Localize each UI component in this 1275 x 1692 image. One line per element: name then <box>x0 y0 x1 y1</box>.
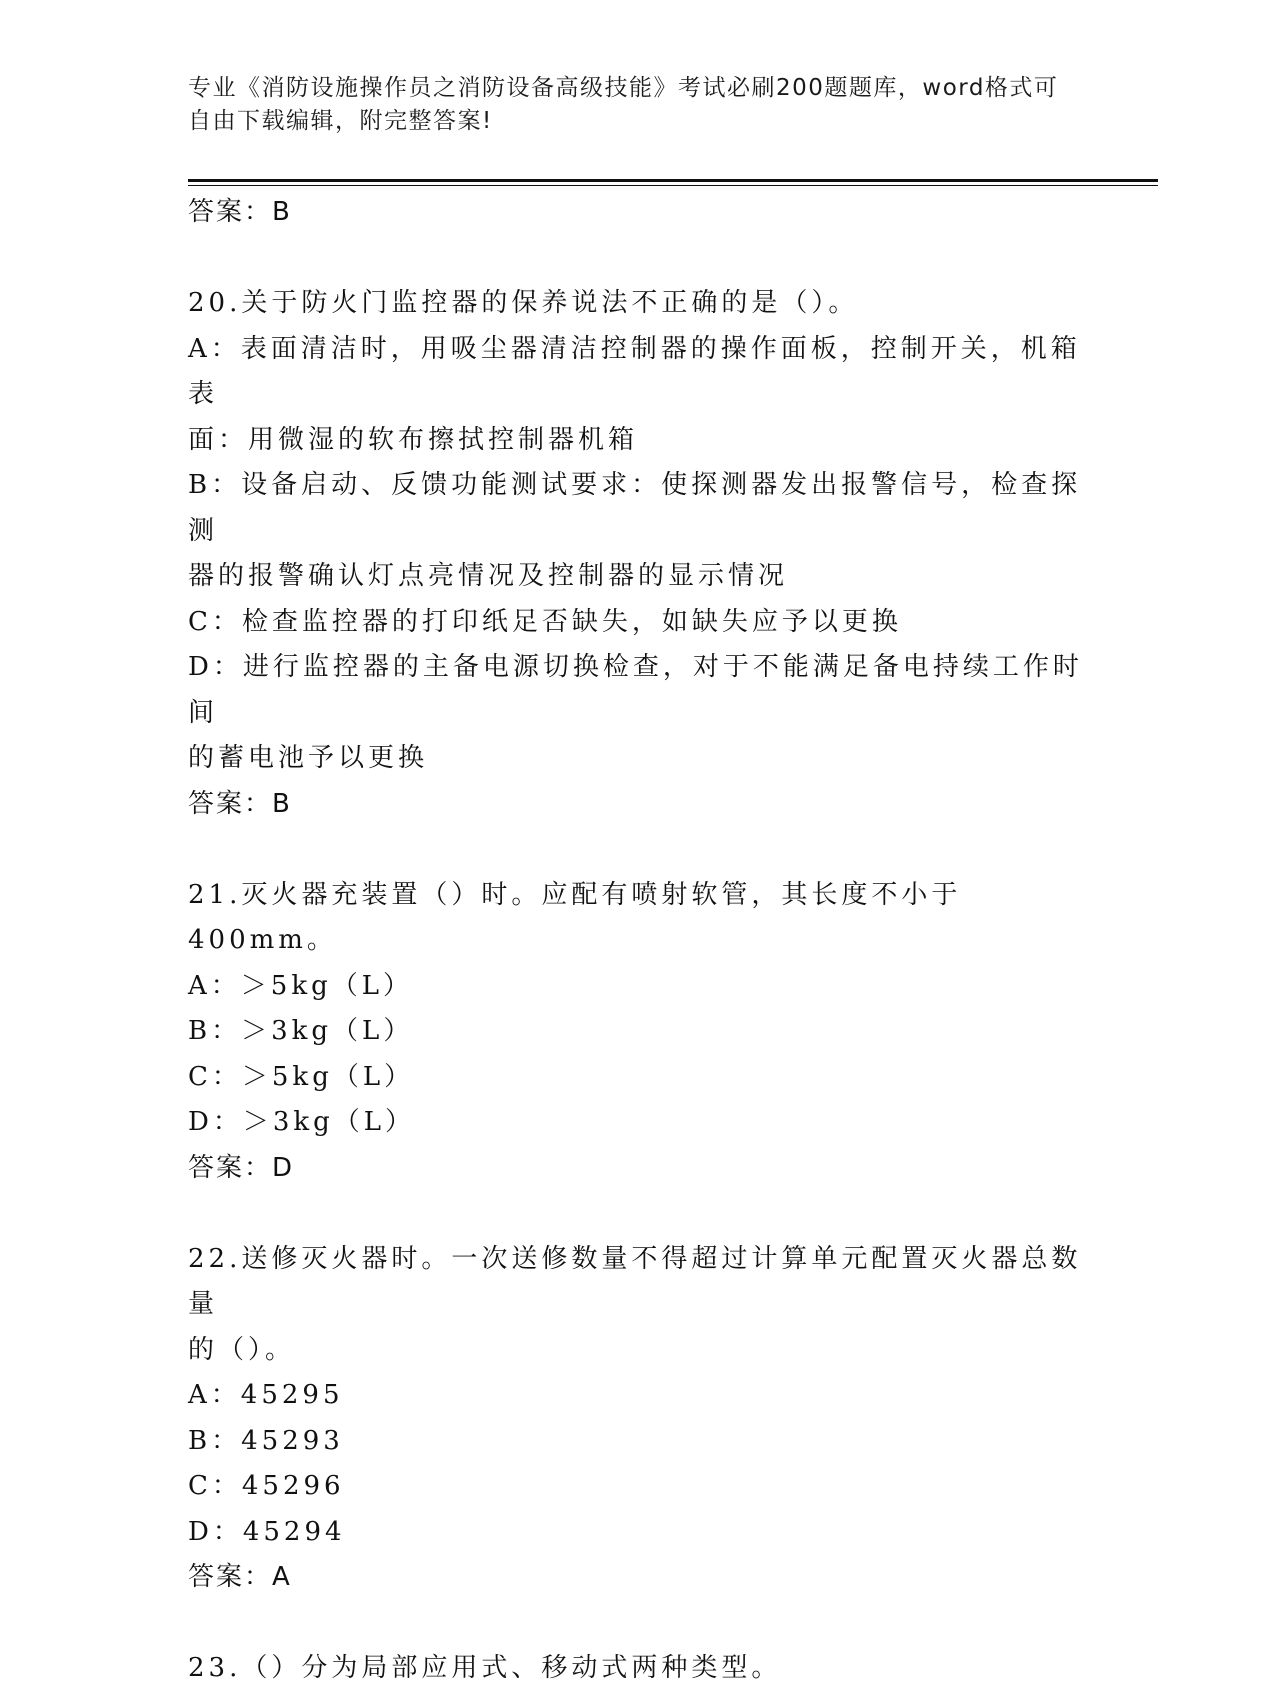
question-stem: 20.关于防火门监控器的保养说法不正确的是（）。 <box>188 288 859 318</box>
spacer <box>188 827 1088 873</box>
question-stem-continued: 的（）。 <box>188 1334 296 1365</box>
question-stem: 22.送修灭火器时。一次送修数量不得超过计算单元配置灭火器总数量 <box>188 1243 1082 1319</box>
option-a: A：＞5kg（L） <box>188 970 413 1001</box>
question-stem: 23.（）分为局部应用式、移动式两种类型。 <box>188 1653 782 1683</box>
answer-line: 答案：A <box>188 1562 292 1592</box>
option-d: D：＞3kg（L） <box>188 1107 416 1137</box>
question-list <box>188 190 1088 1692</box>
answer-line: 答案：D <box>188 1152 295 1183</box>
header-line-2: 自由下载编辑，附完整答案! <box>188 108 493 134</box>
option-c: C：45296 <box>188 1471 345 1501</box>
option-b: B：＞3kg（L） <box>188 1016 414 1046</box>
answer-line: 答案：B <box>188 788 292 819</box>
question-item <box>188 1646 1088 1692</box>
option-a: A：表面清洁时，用吸尘器清洁控制器的操作面板，控制开关，机箱表 <box>188 333 1081 409</box>
question-stem: 21.灭火器充装置（）时。应配有喷射软管，其长度不小于400mm。 <box>188 879 962 955</box>
answer-line: 答案：B <box>188 197 292 227</box>
option-a: A：45295 <box>188 1380 344 1410</box>
question-item <box>188 1237 1088 1601</box>
header-line-1: 专业《消防设施操作员之消防设备高级技能》考试必刷200题题库，word格式可 <box>188 75 1059 101</box>
option-c: C：检查监控器的打印纸足否缺失，如缺失应予以更换 <box>188 606 902 637</box>
option-d-continued: 的蓄电池予以更换 <box>188 743 429 773</box>
question-item <box>188 873 1088 1192</box>
question-item <box>188 281 1088 827</box>
option-d: D：45294 <box>188 1516 346 1547</box>
option-b: B：设备启动、反馈功能测试要求：使探测器发出报警信号，检查探测 <box>188 470 1082 546</box>
spacer <box>188 236 1088 282</box>
header-divider-thick <box>188 179 1158 182</box>
spacer <box>188 1191 1088 1237</box>
option-b-continued: 器的报警确认灯点亮情况及控制器的显示情况 <box>188 561 789 591</box>
spacer <box>188 1601 1088 1647</box>
header-divider-thin <box>188 185 1158 186</box>
option-c: C：＞5kg（L） <box>188 1061 415 1092</box>
option-d: D：进行监控器的主备电源切换检查，对于不能满足备电持续工作时间 <box>188 652 1083 728</box>
option-a-continued: 面：用微湿的软布擦拭控制器机箱 <box>188 424 639 455</box>
page-header <box>188 72 1068 138</box>
option-b: B：45293 <box>188 1425 344 1456</box>
